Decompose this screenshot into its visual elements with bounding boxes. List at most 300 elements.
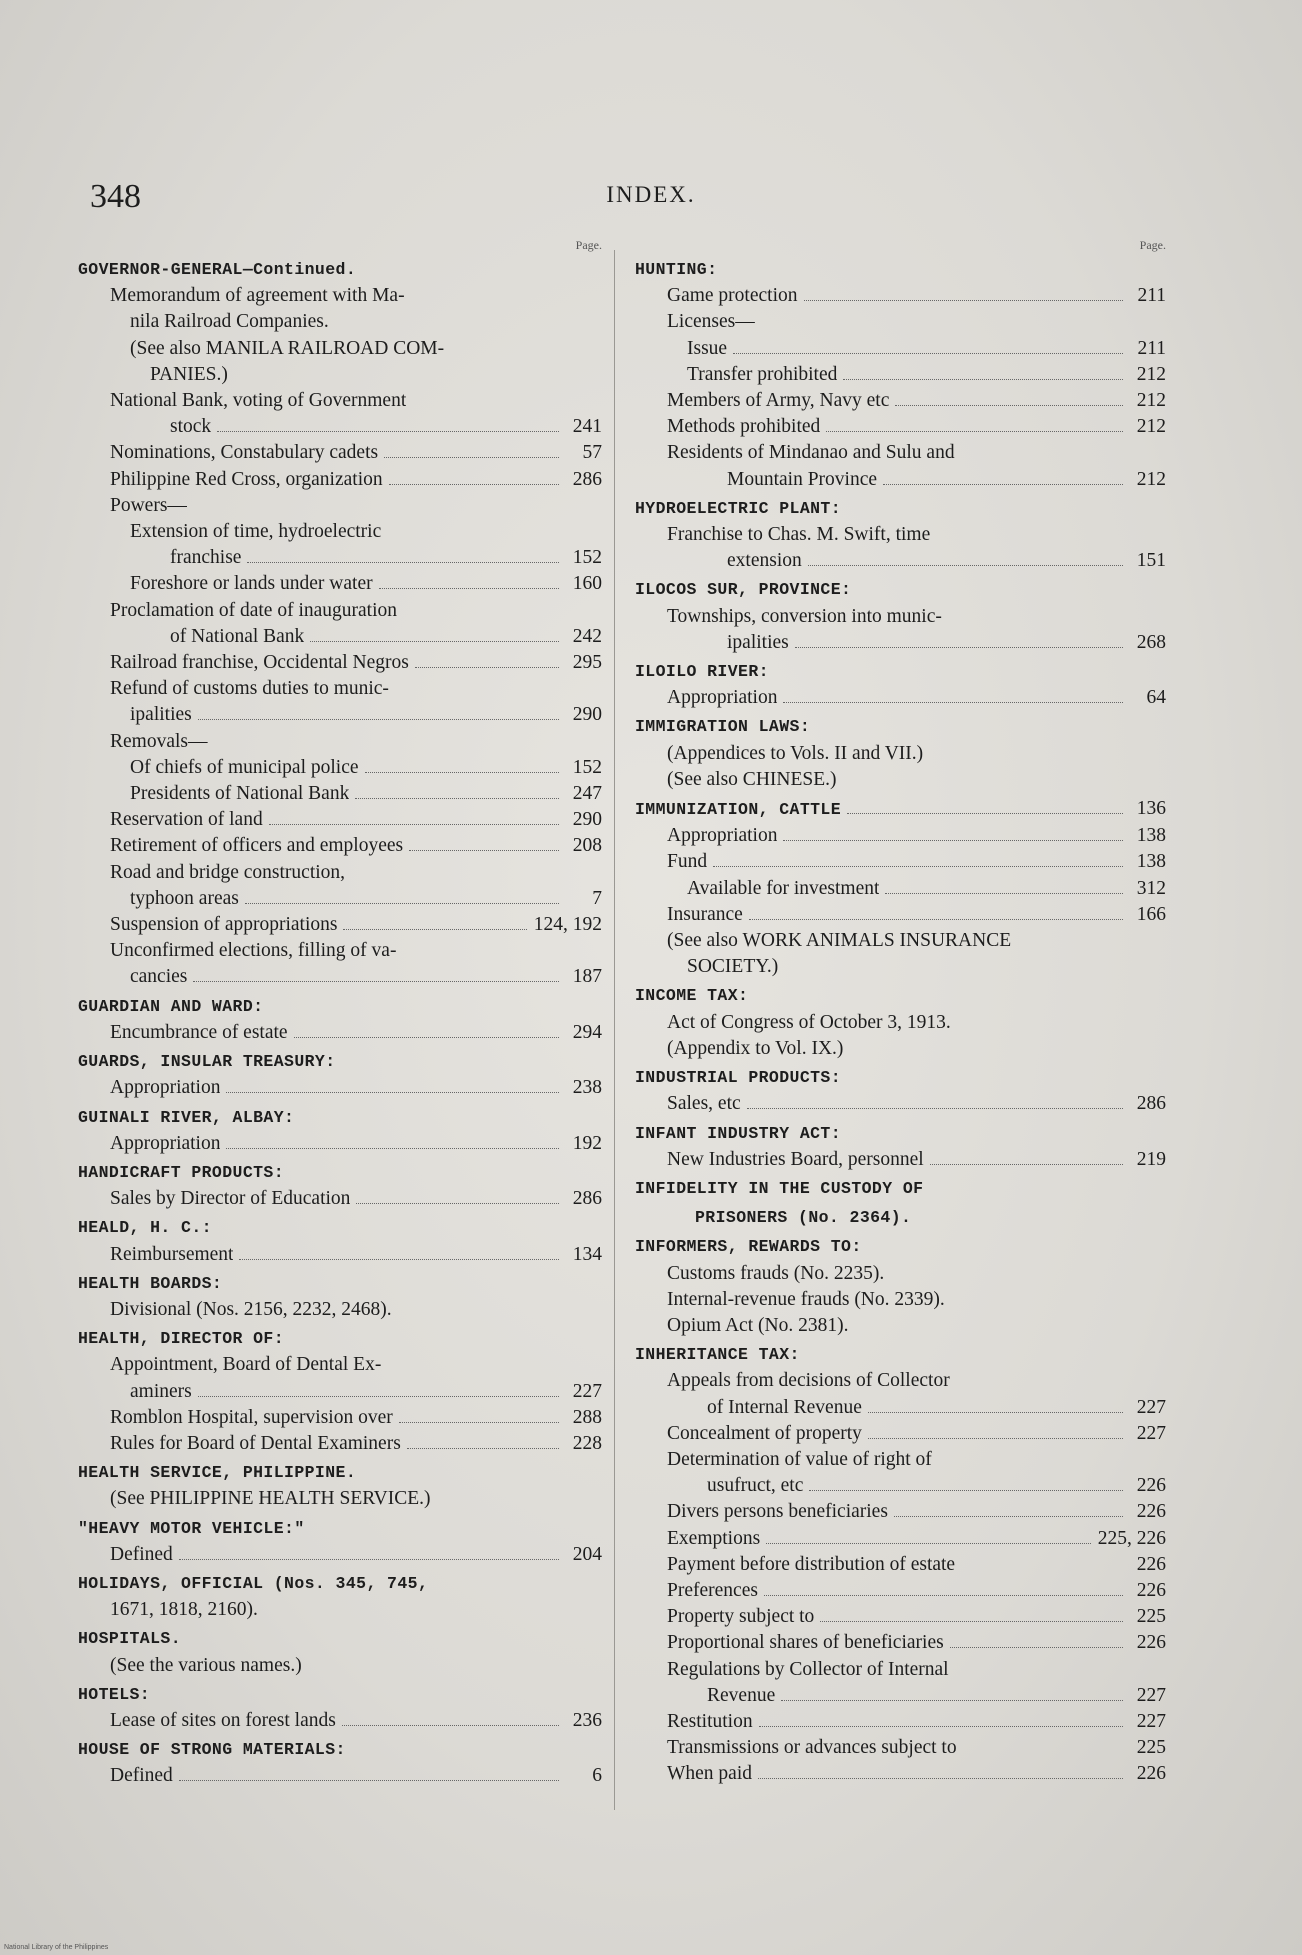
index-entry bbox=[78, 1075, 606, 1101]
page-ref: 152 bbox=[572, 756, 602, 778]
dot-leader bbox=[847, 813, 1123, 814]
entry-text: INCOME TAX: bbox=[635, 986, 749, 1006]
index-entry bbox=[78, 309, 606, 335]
index-heading bbox=[78, 1271, 606, 1297]
entry-text: Proportional shares of beneficiaries bbox=[667, 1632, 944, 1654]
entry-text: HUNTING: bbox=[635, 260, 718, 279]
dot-leader bbox=[310, 641, 559, 642]
entry-text: "HEAVY MOTOR VEHICLE:" bbox=[78, 1518, 305, 1538]
index-entry bbox=[78, 1242, 606, 1268]
entry-text: Appeals from decisions of Collector bbox=[667, 1370, 950, 1392]
dot-leader bbox=[895, 405, 1123, 406]
index-entry bbox=[635, 1313, 1170, 1339]
index-entry bbox=[78, 1653, 606, 1679]
entry-text: Appropriation bbox=[110, 1077, 221, 1099]
entry-text: HEALD, H. C.: bbox=[78, 1218, 212, 1238]
index-heading bbox=[635, 659, 1170, 685]
entry-text: Reimbursement bbox=[110, 1243, 234, 1265]
dot-leader bbox=[781, 1700, 1123, 1701]
page-ref: 286 bbox=[572, 1188, 602, 1210]
index-entry bbox=[635, 1657, 1170, 1683]
index-entry bbox=[635, 1447, 1170, 1473]
page-ref: 138 bbox=[1136, 851, 1166, 873]
dot-leader bbox=[226, 1148, 559, 1149]
dot-leader bbox=[217, 431, 559, 432]
dot-leader bbox=[247, 562, 559, 563]
entry-text: HOTELS: bbox=[78, 1684, 151, 1704]
index-entry bbox=[635, 954, 1170, 980]
entry-text: Romblon Hospital, supervision over bbox=[110, 1406, 393, 1428]
page-ref: 225, 226 bbox=[1097, 1527, 1166, 1549]
right-entries bbox=[635, 257, 1170, 1788]
entry-text: GOVERNOR-GENERAL—Continued. bbox=[78, 260, 357, 279]
dot-leader bbox=[843, 379, 1123, 380]
page-ref: 151 bbox=[1136, 550, 1166, 572]
dot-leader bbox=[804, 300, 1124, 301]
dot-leader bbox=[384, 457, 559, 458]
index-heading bbox=[635, 1121, 1170, 1147]
page-ref: 268 bbox=[1136, 631, 1166, 653]
index-entry bbox=[78, 729, 606, 755]
page-column-label: Page. bbox=[575, 238, 602, 252]
dot-leader bbox=[930, 1164, 1123, 1165]
index-entry bbox=[635, 467, 1170, 493]
page-ref: 57 bbox=[582, 442, 602, 464]
entry-text: Methods prohibited bbox=[667, 416, 821, 438]
index-heading bbox=[78, 1326, 606, 1352]
entry-text: Mountain Province bbox=[727, 468, 878, 490]
entry-text: (See also CHINESE.) bbox=[667, 768, 837, 790]
index-heading bbox=[78, 1626, 606, 1652]
entry-text: IMMUNIZATION, CATTLE bbox=[635, 800, 842, 820]
entry-text: Road and bridge construction, bbox=[110, 861, 346, 883]
entry-text: INHERITANCE TAX: bbox=[635, 1345, 800, 1365]
page-ref: 187 bbox=[572, 966, 602, 988]
entry-text: (See also WORK ANIMALS INSURANCE bbox=[667, 930, 1012, 952]
page-ref: 226 bbox=[1136, 1475, 1166, 1497]
entry-text: Preferences bbox=[667, 1579, 758, 1601]
index-entry bbox=[78, 650, 606, 676]
dot-leader bbox=[365, 772, 559, 773]
entry-text: Sales by Director of Education bbox=[110, 1188, 351, 1210]
entry-text: of Internal Revenue bbox=[707, 1396, 862, 1418]
index-entry bbox=[78, 1297, 606, 1323]
index-heading bbox=[635, 257, 1170, 283]
page-column-label: Page. bbox=[1139, 238, 1166, 252]
entry-text: aminers bbox=[130, 1380, 192, 1402]
page-ref: 226 bbox=[1136, 1632, 1166, 1654]
entry-text: ipalities bbox=[727, 631, 789, 653]
dot-leader bbox=[379, 588, 559, 589]
page-ref: 247 bbox=[572, 783, 602, 805]
dot-leader bbox=[809, 1490, 1123, 1491]
entry-text: Foreshore or lands under water bbox=[130, 573, 373, 595]
index-heading bbox=[78, 1460, 606, 1486]
index-entry bbox=[78, 598, 606, 624]
page-ref: 166 bbox=[1136, 903, 1166, 925]
dot-leader bbox=[294, 1037, 559, 1038]
dot-leader bbox=[783, 840, 1123, 841]
page-ref: 295 bbox=[572, 652, 602, 674]
index-entry bbox=[78, 336, 606, 362]
dot-leader bbox=[713, 866, 1123, 867]
entry-text: Suspension of appropriations bbox=[110, 914, 338, 936]
entry-text: PANIES.) bbox=[150, 363, 228, 385]
index-entry bbox=[635, 1091, 1170, 1117]
index-entry bbox=[78, 467, 606, 493]
page-ref: 204 bbox=[572, 1543, 602, 1565]
index-entry bbox=[635, 630, 1170, 656]
index-entry bbox=[78, 807, 606, 833]
entry-text: Encumbrance of estate bbox=[110, 1021, 288, 1043]
entry-text: usufruct, etc bbox=[707, 1475, 804, 1497]
column-divider bbox=[614, 250, 615, 1810]
index-heading bbox=[78, 257, 606, 283]
index-heading bbox=[78, 1160, 606, 1186]
entry-text: Customs frauds (No. 2235). bbox=[667, 1262, 885, 1284]
dot-leader bbox=[179, 1559, 559, 1560]
index-entry bbox=[635, 1630, 1170, 1656]
entry-text: HEALTH BOARDS: bbox=[78, 1273, 223, 1293]
entry-text: Licenses— bbox=[667, 311, 755, 333]
entry-text: (Appendices to Vols. II and VII.) bbox=[667, 742, 924, 764]
entry-text: (See the various names.) bbox=[110, 1654, 302, 1676]
dot-leader bbox=[766, 1543, 1091, 1544]
entry-text: Sales, etc bbox=[667, 1093, 741, 1115]
entry-text: Lease of sites on forest lands bbox=[110, 1709, 336, 1731]
page-ref: 227 bbox=[1136, 1710, 1166, 1732]
index-entry bbox=[78, 886, 606, 912]
index-entry bbox=[635, 1552, 1170, 1578]
page-ref: 227 bbox=[1136, 1422, 1166, 1444]
index-entry bbox=[78, 571, 606, 597]
dot-leader bbox=[747, 1108, 1123, 1109]
index-heading bbox=[635, 983, 1170, 1009]
index-entry bbox=[635, 388, 1170, 414]
entry-text: Residents of Mindanao and Sulu and bbox=[667, 442, 955, 464]
index-entry bbox=[635, 1709, 1170, 1735]
page-ref: 138 bbox=[1136, 825, 1166, 847]
entry-text: Nominations, Constabulary cadets bbox=[110, 442, 379, 464]
dot-leader bbox=[820, 1621, 1123, 1622]
entry-text: Exemptions bbox=[667, 1527, 761, 1549]
index-entry bbox=[78, 833, 606, 859]
entry-text: GUARDIAN AND WARD: bbox=[78, 996, 264, 1016]
entry-text: Extension of time, hydroelectric bbox=[130, 521, 382, 543]
dot-leader bbox=[342, 1725, 559, 1726]
entry-text: (See PHILIPPINE HEALTH SERVICE.) bbox=[110, 1488, 431, 1510]
entry-text: INFORMERS, REWARDS TO: bbox=[635, 1237, 862, 1257]
index-entry bbox=[78, 1131, 606, 1157]
index-heading bbox=[78, 1737, 606, 1763]
dot-leader bbox=[407, 1448, 559, 1449]
index-entry bbox=[635, 1261, 1170, 1287]
page-ref: 286 bbox=[572, 468, 602, 490]
entry-text: Refund of customs duties to munic- bbox=[110, 678, 389, 700]
dot-leader bbox=[198, 719, 559, 720]
page-title: INDEX. bbox=[606, 182, 696, 207]
index-heading bbox=[78, 1105, 606, 1131]
page-ref: 212 bbox=[1136, 390, 1166, 412]
entry-text: Property subject to bbox=[667, 1606, 815, 1628]
entry-text: extension bbox=[727, 550, 802, 572]
page-ref: 7 bbox=[592, 887, 602, 909]
entry-text: Available for investment bbox=[687, 877, 880, 899]
entry-text: HOSPITALS. bbox=[78, 1629, 182, 1649]
index-entry bbox=[78, 755, 606, 781]
entry-text: HEALTH, DIRECTOR OF: bbox=[78, 1329, 285, 1349]
entry-text: Franchise to Chas. M. Swift, time bbox=[667, 524, 931, 546]
dot-leader bbox=[269, 824, 559, 825]
index-heading bbox=[635, 796, 1170, 823]
page-ref: 226 bbox=[1136, 1553, 1166, 1575]
entry-text: GUINALI RIVER, ALBAY: bbox=[78, 1107, 295, 1127]
index-entry bbox=[78, 1352, 606, 1378]
entry-text: When paid bbox=[667, 1763, 753, 1785]
index-entry bbox=[78, 1708, 606, 1734]
entry-text: HANDICRAFT PRODUCTS: bbox=[78, 1162, 285, 1182]
dot-leader bbox=[868, 1412, 1123, 1413]
index-entry bbox=[635, 1578, 1170, 1604]
index-entry bbox=[635, 1499, 1170, 1525]
page-number: 348 bbox=[90, 178, 141, 215]
dot-leader bbox=[226, 1092, 559, 1093]
dot-leader bbox=[399, 1422, 559, 1423]
index-entry bbox=[78, 860, 606, 886]
entry-text: Divers persons beneficiaries bbox=[667, 1501, 888, 1523]
index-entry bbox=[635, 1147, 1170, 1173]
page-ref: 294 bbox=[572, 1021, 602, 1043]
index-entry bbox=[635, 1761, 1170, 1787]
entry-text: ipalities bbox=[130, 704, 192, 726]
page-ref: 242 bbox=[572, 625, 602, 647]
entry-text: Defined bbox=[110, 1543, 173, 1565]
index-heading bbox=[635, 1065, 1170, 1091]
entry-text: Townships, conversion into munic- bbox=[667, 605, 942, 627]
index-entry bbox=[78, 1186, 606, 1212]
page-ref: 227 bbox=[572, 1380, 602, 1402]
index-entry bbox=[635, 1395, 1170, 1421]
entry-text: (See also MANILA RAILROAD COM- bbox=[130, 337, 445, 359]
dot-leader bbox=[868, 1438, 1123, 1439]
dot-leader bbox=[795, 647, 1123, 648]
entry-text: Defined bbox=[110, 1765, 173, 1787]
index-entry bbox=[78, 440, 606, 466]
index-entry bbox=[635, 902, 1170, 928]
entry-text: Reservation of land bbox=[110, 809, 263, 831]
dot-leader bbox=[759, 1726, 1123, 1727]
entry-text: Of chiefs of municipal police bbox=[130, 756, 359, 778]
dot-leader bbox=[733, 353, 1123, 354]
index-heading bbox=[635, 1342, 1170, 1368]
entry-text: Game protection bbox=[667, 285, 798, 307]
dot-leader bbox=[764, 1595, 1123, 1596]
index-heading bbox=[78, 1516, 606, 1542]
entry-text: Fund bbox=[667, 851, 708, 873]
page-ref: 64 bbox=[1146, 687, 1166, 709]
page-ref: 160 bbox=[572, 573, 602, 595]
index-entry bbox=[635, 1421, 1170, 1447]
entry-text: Act of Congress of October 3, 1913. bbox=[667, 1011, 951, 1033]
index-entry bbox=[635, 741, 1170, 767]
entry-text: Railroad franchise, Occidental Negros bbox=[110, 652, 409, 674]
index-entry bbox=[635, 823, 1170, 849]
page-ref: 290 bbox=[572, 809, 602, 831]
index-entry bbox=[635, 1683, 1170, 1709]
page-ref: 288 bbox=[572, 1406, 602, 1428]
page-ref: 286 bbox=[1136, 1093, 1166, 1115]
index-heading bbox=[78, 1049, 606, 1075]
index-entry bbox=[78, 283, 606, 309]
index-heading bbox=[78, 1215, 606, 1241]
entry-text: HOUSE OF STRONG MATERIALS: bbox=[78, 1740, 346, 1760]
index-heading bbox=[635, 496, 1170, 522]
entry-text: PRISONERS (No. 2364). bbox=[695, 1208, 912, 1228]
entry-text: Rules for Board of Dental Examiners bbox=[110, 1432, 401, 1454]
page-ref: 152 bbox=[572, 547, 602, 569]
index-entry bbox=[635, 767, 1170, 793]
entry-text: HYDROELECTRIC PLANT: bbox=[635, 498, 842, 518]
dot-leader bbox=[409, 850, 559, 851]
page-ref: 228 bbox=[572, 1432, 602, 1454]
index-entry bbox=[635, 1036, 1170, 1062]
index-entry bbox=[635, 336, 1170, 362]
entry-text: Concealment of property bbox=[667, 1422, 862, 1444]
entry-text: Determination of value of right of bbox=[667, 1448, 932, 1470]
index-entry bbox=[635, 309, 1170, 335]
entry-text: Powers— bbox=[110, 494, 187, 516]
entry-text: stock bbox=[170, 416, 212, 438]
entry-text: Philippine Red Cross, organization bbox=[110, 468, 383, 490]
dot-leader bbox=[749, 919, 1123, 920]
dot-leader bbox=[198, 1396, 559, 1397]
entry-text: Divisional (Nos. 2156, 2232, 2468). bbox=[110, 1298, 392, 1320]
page-ref: 225 bbox=[1136, 1606, 1166, 1628]
index-entry bbox=[78, 1542, 606, 1568]
page-ref: 212 bbox=[1136, 416, 1166, 438]
page-ref: 219 bbox=[1136, 1148, 1166, 1170]
index-entry bbox=[78, 1763, 606, 1789]
dot-leader bbox=[758, 1778, 1123, 1779]
index-entry bbox=[78, 414, 606, 440]
page-ref: 226 bbox=[1136, 1501, 1166, 1523]
index-entry bbox=[635, 685, 1170, 711]
entry-text: INFIDELITY IN THE CUSTODY OF bbox=[635, 1178, 924, 1198]
dot-leader bbox=[783, 702, 1123, 703]
left-entries bbox=[78, 257, 606, 1790]
dot-leader bbox=[356, 1203, 559, 1204]
page-ref: 212 bbox=[1136, 468, 1166, 490]
entry-text: franchise bbox=[170, 547, 242, 569]
dot-leader bbox=[415, 667, 559, 668]
entry-text: Transfer prohibited bbox=[687, 363, 838, 385]
entry-text: INDUSTRIAL PRODUCTS: bbox=[635, 1068, 842, 1088]
page-ref: 290 bbox=[572, 704, 602, 726]
entry-text: Insurance bbox=[667, 903, 743, 925]
entry-text: ILOILO RIVER: bbox=[635, 662, 769, 682]
index-heading bbox=[635, 577, 1170, 603]
index-entry bbox=[635, 604, 1170, 630]
index-entry bbox=[78, 1597, 606, 1623]
entry-text: Appropriation bbox=[110, 1132, 221, 1154]
index-column-right bbox=[635, 238, 1170, 1788]
entry-text: typhoon areas bbox=[130, 887, 239, 909]
index-entry bbox=[78, 1379, 606, 1405]
dot-leader bbox=[343, 929, 526, 930]
dot-leader bbox=[355, 798, 559, 799]
page-ref: 212 bbox=[1136, 363, 1166, 385]
entry-text: HEALTH SERVICE, PHILIPPINE. bbox=[78, 1463, 357, 1483]
entry-text: of National Bank bbox=[170, 625, 305, 647]
index-entry bbox=[635, 928, 1170, 954]
entry-text: Opium Act (No. 2381). bbox=[667, 1314, 849, 1336]
dot-leader bbox=[826, 431, 1123, 432]
index-entry bbox=[78, 1431, 606, 1457]
entry-text: Transmissions or advances subject to bbox=[667, 1737, 957, 1759]
page-ref: 241 bbox=[572, 416, 602, 438]
index-entry bbox=[635, 283, 1170, 309]
index-entry bbox=[78, 519, 606, 545]
entry-text: Revenue bbox=[707, 1684, 776, 1706]
dot-leader bbox=[193, 981, 559, 982]
index-heading bbox=[635, 1205, 1170, 1231]
entry-text: Presidents of National Bank bbox=[130, 783, 350, 805]
entry-text: cancies bbox=[130, 966, 188, 988]
index-heading bbox=[635, 1234, 1170, 1260]
dot-leader bbox=[808, 565, 1123, 566]
dot-leader bbox=[950, 1647, 1123, 1648]
page-ref: 208 bbox=[572, 835, 602, 857]
entry-text: (Appendix to Vol. IX.) bbox=[667, 1037, 844, 1059]
page-ref: 238 bbox=[572, 1077, 602, 1099]
index-entry bbox=[635, 849, 1170, 875]
index-entry bbox=[635, 362, 1170, 388]
page-ref: 211 bbox=[1137, 285, 1166, 307]
page-ref: 6 bbox=[592, 1765, 602, 1787]
index-entry bbox=[78, 964, 606, 990]
index-entry bbox=[635, 876, 1170, 902]
page-ref: 236 bbox=[572, 1709, 602, 1731]
index-entry bbox=[635, 1473, 1170, 1499]
index-entry bbox=[635, 440, 1170, 466]
index-entry bbox=[78, 676, 606, 702]
index-entry bbox=[78, 1486, 606, 1512]
index-entry bbox=[78, 702, 606, 728]
dot-leader bbox=[245, 903, 559, 904]
index-entry bbox=[635, 548, 1170, 574]
index-entry bbox=[78, 624, 606, 650]
page-ref: 211 bbox=[1137, 337, 1166, 359]
index-entry bbox=[635, 1287, 1170, 1313]
index-entry bbox=[78, 938, 606, 964]
entry-text: Issue bbox=[687, 337, 728, 359]
entry-text: INFANT INDUSTRY ACT: bbox=[635, 1123, 842, 1143]
entry-text: Restitution bbox=[667, 1710, 753, 1732]
entry-text: 1671, 1818, 2160). bbox=[110, 1599, 258, 1621]
entry-text: Retirement of officers and employees bbox=[110, 835, 404, 857]
index-entry bbox=[78, 912, 606, 938]
entry-text: Appointment, Board of Dental Ex- bbox=[110, 1354, 382, 1376]
page-ref: 134 bbox=[572, 1243, 602, 1265]
entry-text: Unconfirmed elections, filling of va- bbox=[110, 940, 397, 962]
index-column-left bbox=[78, 238, 606, 1790]
index-heading bbox=[78, 994, 606, 1020]
entry-text: SOCIETY.) bbox=[687, 956, 779, 978]
index-entry bbox=[78, 1405, 606, 1431]
entry-text: ILOCOS SUR, PROVINCE: bbox=[635, 580, 852, 600]
entry-text: Memorandum of agreement with Ma- bbox=[110, 285, 405, 307]
entry-text: GUARDS, INSULAR TREASURY: bbox=[78, 1052, 336, 1072]
